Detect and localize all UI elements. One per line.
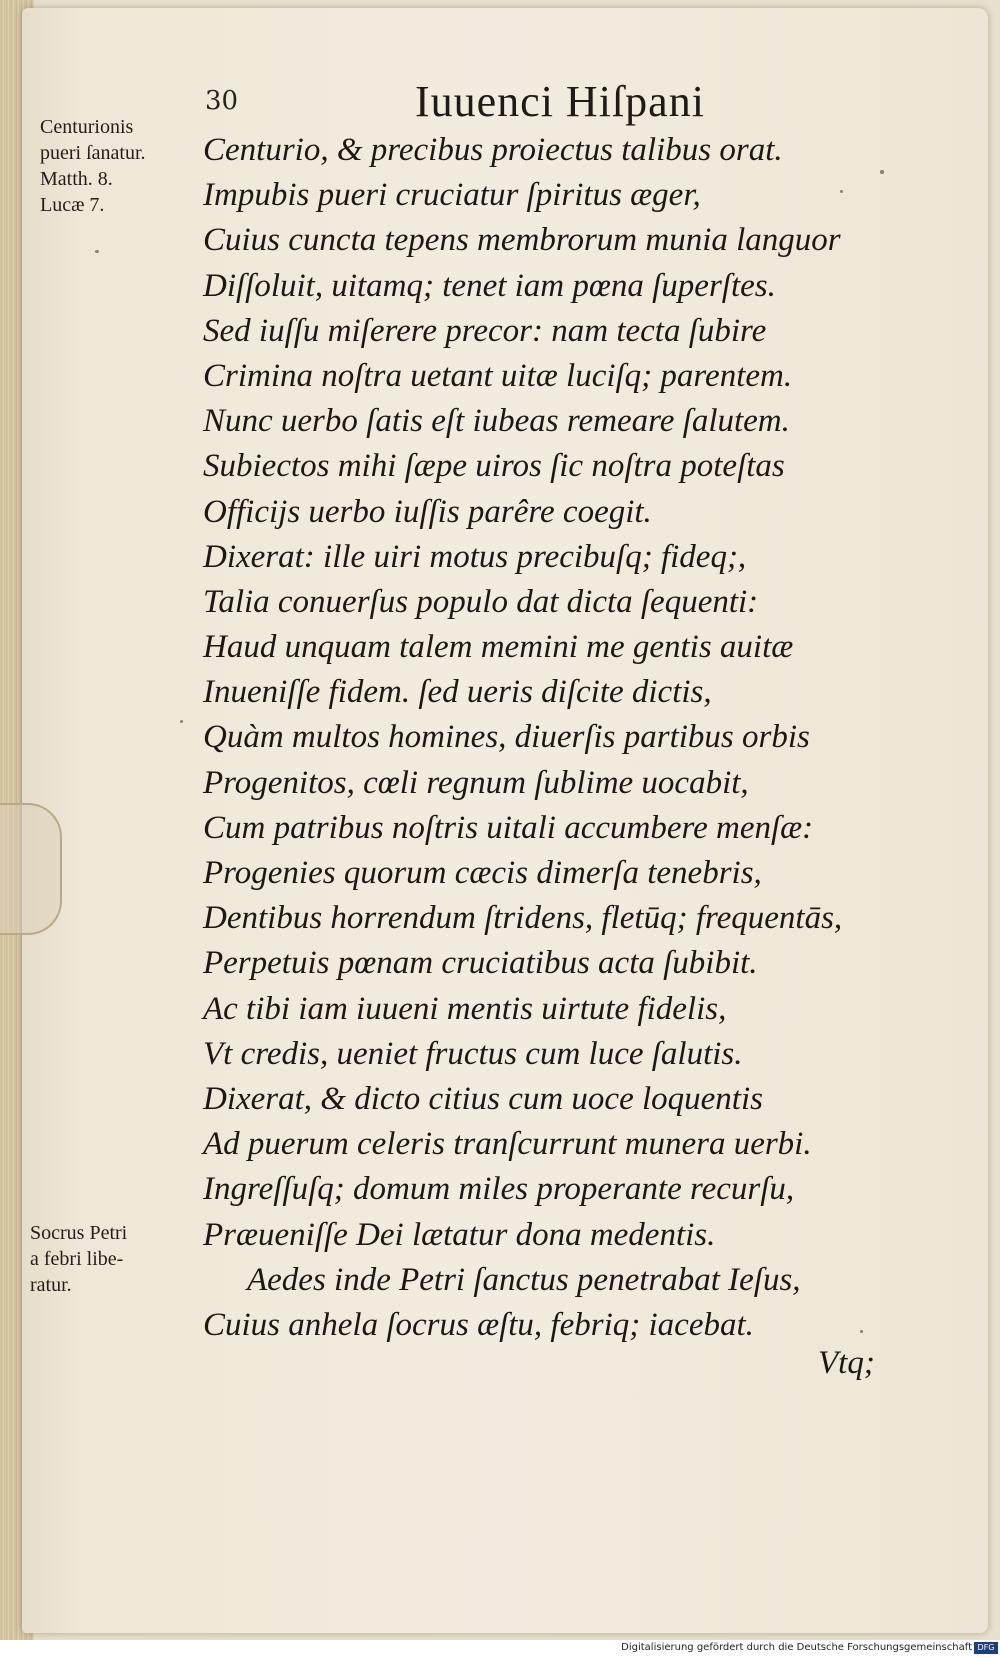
marginal-line: a febri libe- bbox=[30, 1248, 124, 1270]
marginal-line: Centurionis bbox=[40, 116, 134, 138]
verse-line: Centurio, & precibus proiectus talibus orat. bbox=[203, 132, 783, 168]
marginal-line: pueri ſanatur. bbox=[40, 142, 146, 164]
ink-speck bbox=[840, 190, 843, 193]
verse-line: Progenies quorum cæcis dimerſa tenebris, bbox=[203, 855, 762, 891]
marginal-note-centurion bbox=[40, 114, 146, 218]
verse-line: Talia conuerſus populo dat dicta ſequenti: bbox=[203, 583, 759, 620]
verse-line: Ad puerum celeris tranſcurrunt munera uerbi. bbox=[203, 1126, 812, 1163]
verse-line: Ac tibi iam iuueni mentis uirtute fidelis, bbox=[203, 990, 727, 1027]
running-head bbox=[205, 78, 805, 128]
catchword: Vtq; bbox=[818, 1345, 875, 1381]
marginal-line: Socrus Petri bbox=[30, 1222, 128, 1244]
ink-speck bbox=[860, 1330, 863, 1333]
verse-line: Cuius cuncta tepens membrorum munia languor bbox=[203, 222, 841, 259]
verse-line: Quàm multos homines, diuerſis partibus orbis bbox=[203, 719, 810, 756]
digitization-credit: Digitalisierung gefördert durch die Deutsche Forschungsgemeinschaft bbox=[621, 1642, 972, 1653]
verse-line: Dixerat: ille uiri motus precibuſq; fideq;, bbox=[203, 538, 747, 575]
dfg-logo-icon: DFG bbox=[974, 1642, 998, 1654]
verse-line: Sed iuſſu miſerere precor: nam tecta ſubire bbox=[203, 312, 767, 349]
verse-line: Haud unquam talem memini me gentis auitæ bbox=[203, 629, 794, 666]
marginal-line: Lucæ 7. bbox=[40, 194, 105, 216]
verse-line: Cum patribus noſtris uitali accumbere menſæ: bbox=[203, 809, 814, 846]
ink-speck bbox=[880, 170, 884, 174]
ink-speck bbox=[95, 250, 99, 253]
verse-line: Inueniſſe fidem. ſed ueris diſcite dictis, bbox=[203, 674, 712, 711]
verse-line: Perpetuis pœnam cruciatibus acta ſubibit. bbox=[203, 945, 758, 982]
marginal-line: Matth. 8. bbox=[40, 168, 113, 190]
verse-line: Vt credis, ueniet fructus cum luce ſalutis. bbox=[203, 1035, 743, 1072]
marginal-note-peter bbox=[30, 1220, 127, 1298]
book-clasp bbox=[0, 803, 62, 935]
running-title: Iuuenci Hiſpani bbox=[415, 77, 705, 126]
verse-line: Dixerat, & dicto citius cum uoce loquentis bbox=[203, 1080, 763, 1117]
verse-list bbox=[203, 128, 883, 1348]
verse-line-indented: Aedes inde Petri ſanctus penetrabat Ieſus, bbox=[247, 1261, 801, 1298]
verse-line: Progenitos, cœli regnum ſublime uocabit, bbox=[203, 764, 749, 801]
verse-line: Nunc uerbo ſatis eſt iubeas remeare ſalutem. bbox=[203, 403, 790, 440]
verse-line: Præueniſſe Dei lætatur dona medentis. bbox=[203, 1216, 716, 1253]
page-number: 30 bbox=[205, 86, 239, 116]
verse-line: Impubis pueri cruciatur ſpiritus æger, bbox=[203, 177, 701, 214]
verse-line: Dentibus horrendum ſtridens, fletūq; frequentās, bbox=[203, 900, 843, 937]
ink-speck bbox=[180, 720, 183, 723]
verse-line: Crimina noſtra uetant uitæ luciſq; parentem. bbox=[203, 357, 793, 394]
verse-line: Diſſoluit, uitamq; tenet iam pœna ſuperſtes. bbox=[203, 267, 776, 304]
verse-line: Ingreſſuſq; domum miles properante recurſu, bbox=[203, 1171, 795, 1208]
verse-line: Subiectos mihi ſæpe uiros ſic noſtra poteſtas bbox=[203, 448, 785, 485]
verse-line: Officijs uerbo iuſſis parêre coegit. bbox=[203, 493, 652, 530]
marginal-line: ratur. bbox=[30, 1274, 72, 1296]
verse-line: Cuius anhela ſocrus æſtu, febriq; iacebat. bbox=[203, 1306, 754, 1343]
